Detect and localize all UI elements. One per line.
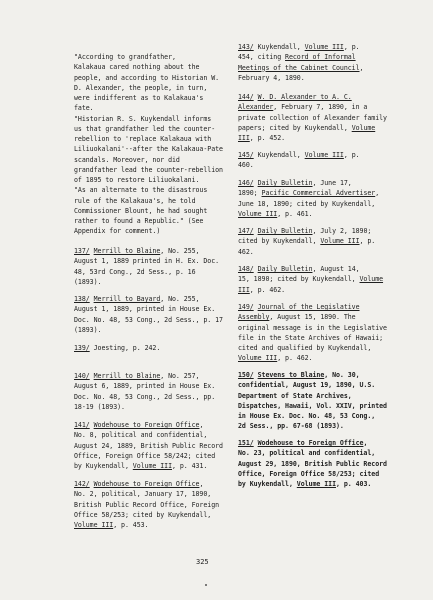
- text-segment: "As an alternate to the disastrous: [74, 186, 208, 195]
- text-line: [74, 124, 234, 134]
- text-line: [238, 411, 408, 421]
- footnote-number: 143/: [238, 43, 254, 51]
- text-line: [74, 277, 234, 287]
- text-line: [74, 256, 234, 266]
- footnote: [74, 420, 234, 471]
- text-line: [238, 479, 408, 489]
- text-line: [74, 62, 234, 72]
- footnote-number: 137/: [74, 247, 90, 255]
- text-line: [238, 113, 408, 123]
- text-segment: , No. 257,: [160, 372, 200, 380]
- text-segment: , August 15, 1890. The: [269, 313, 356, 322]
- text-line: [74, 325, 234, 335]
- footnote: [238, 226, 408, 257]
- text-line: [74, 114, 234, 124]
- text-segment: by Kuykendall,: [74, 462, 133, 470]
- text-line: [74, 155, 234, 165]
- footnote-number: 145/: [238, 151, 254, 159]
- text-segment: W. D. Alexander to A. C.: [257, 93, 352, 101]
- text-segment: Volume: [351, 123, 376, 132]
- footnote: [238, 178, 408, 219]
- text-line: [74, 500, 234, 510]
- text-segment: , p. 403.: [336, 480, 372, 488]
- footnote-number: 141/: [74, 421, 90, 429]
- text-segment: Office 58/253; cited by Kuykendall,: [74, 510, 212, 519]
- text-line: [74, 402, 234, 412]
- text-segment: August 1, 1889 printed in H. Ex. Doc.: [74, 257, 220, 266]
- text-line: [238, 73, 408, 83]
- text-segment: , p.: [343, 43, 360, 51]
- text-line: [74, 520, 234, 530]
- text-segment: Assembly: [238, 313, 270, 322]
- text-segment: (1893).: [74, 325, 102, 334]
- text-segment: , February 7, 1890, in a: [273, 103, 368, 112]
- text-segment: grandfather lead the counter-rebellion: [74, 165, 223, 174]
- text-line: [74, 185, 234, 195]
- footnote-number: 151/: [238, 439, 254, 447]
- text-line: [238, 92, 408, 102]
- text-segment: Record of Informal: [285, 53, 356, 62]
- text-line: [238, 380, 408, 390]
- text-segment: 454, citing: [238, 53, 286, 62]
- text-segment: Volume III: [296, 480, 336, 488]
- footnote-number: 144/: [238, 93, 254, 101]
- text-line: [238, 178, 408, 188]
- text-line: [238, 438, 408, 448]
- text-line: [238, 199, 408, 209]
- text-segment: , July 2, 1890;: [312, 227, 372, 235]
- text-line: [238, 160, 408, 170]
- text-segment: Kuykendall,: [253, 43, 305, 51]
- text-segment: , p. 461.: [277, 209, 313, 218]
- footnote: [238, 42, 408, 83]
- footnote: [238, 92, 408, 143]
- text-segment: file in the State Archives of Hawaii;: [238, 333, 384, 342]
- text-segment: 1890;: [238, 189, 262, 198]
- text-segment: , p.: [359, 237, 376, 246]
- text-segment: people, and according to Historian W.: [74, 73, 220, 82]
- text-segment: June 18, 1890; cited by Kuykendall,: [238, 199, 376, 208]
- text-segment: Volume III: [320, 237, 360, 246]
- text-line: [238, 391, 408, 401]
- text-line: [74, 175, 234, 185]
- text-segment: ,: [375, 189, 380, 198]
- text-segment: No. 23, political and confidential,: [238, 449, 376, 458]
- speck-mark: [205, 584, 207, 586]
- text-segment: 462.: [238, 247, 254, 256]
- text-line: [238, 312, 408, 322]
- text-line: [74, 216, 234, 226]
- text-segment: August 24, 1889, British Public Record: [74, 441, 223, 450]
- text-segment: Daily Bulletin: [257, 179, 313, 187]
- text-segment: Volume III: [304, 43, 344, 51]
- text-line: [74, 441, 234, 451]
- text-segment: Volume III: [238, 354, 278, 363]
- text-segment: , August 14,: [312, 265, 360, 273]
- text-segment: Appendix for comment.): [74, 227, 161, 236]
- footnote: [238, 150, 408, 171]
- quoted-passage: [74, 52, 234, 237]
- text-line: [74, 430, 234, 440]
- text-segment: ,: [359, 63, 364, 72]
- text-line: [74, 103, 234, 113]
- text-line: [74, 451, 234, 461]
- text-segment: cited and qualified by Kuykendall,: [238, 344, 372, 352]
- text-segment: Stevens to Blaine: [257, 371, 325, 379]
- footnote: [74, 371, 234, 412]
- text-segment: Volume III: [238, 209, 278, 218]
- text-line: [238, 42, 408, 52]
- text-segment: No. 2, political, January 17, 1890,: [74, 490, 212, 499]
- text-line: [238, 448, 408, 458]
- text-segment: Merrill to Bayard: [93, 295, 161, 303]
- text-line: [74, 392, 234, 402]
- text-segment: 48, 53rd Cong., 2d Sess., p. 16: [74, 267, 196, 276]
- footnote: [238, 370, 408, 432]
- text-segment: Department of State Archives,: [238, 391, 352, 400]
- text-segment: February 4, 1890.: [238, 73, 305, 82]
- text-line: [238, 236, 408, 246]
- text-line: [238, 302, 408, 312]
- text-segment: August 1, 1889, printed in House Ex.: [74, 305, 216, 314]
- text-segment: , p. 431.: [172, 462, 208, 470]
- text-line: [238, 133, 408, 143]
- text-line: [74, 144, 234, 154]
- footnote: [74, 246, 234, 287]
- text-line: [238, 264, 408, 274]
- text-line: [74, 489, 234, 499]
- text-segment: private collection of Alexander family: [238, 113, 387, 122]
- text-line: [74, 52, 234, 62]
- text-line: [74, 134, 234, 144]
- text-line: [74, 206, 234, 216]
- text-segment: Kuykendall,: [253, 151, 305, 159]
- text-segment: of 1895 to restore Liliuokalani.: [74, 176, 200, 184]
- footnote-number: 149/: [238, 303, 254, 311]
- text-line: [238, 353, 408, 363]
- text-segment: original message is in the Legislative: [238, 323, 387, 332]
- text-segment: rule of the Kalakaua's, he told: [74, 196, 196, 205]
- text-line: [74, 165, 234, 175]
- text-segment: 2d Sess., pp. 67-68 (1893).: [238, 422, 344, 431]
- text-segment: rebellion to 'replace Kalakaua with: [74, 135, 212, 143]
- text-segment: Doc. No. 48, 53 Cong., 2d Sess., p. 17: [74, 315, 223, 324]
- footnote-number: 138/: [74, 295, 90, 303]
- text-line: [238, 285, 408, 295]
- text-line: [74, 93, 234, 103]
- text-segment: 15, 1890; cited by Kuykendall,: [238, 275, 360, 284]
- text-segment: Liliuokalani'--after the Kalakaua-Pate: [74, 145, 223, 154]
- text-segment: in House Ex. Doc. No. 48, 53 Cong.,: [238, 412, 376, 420]
- footnote: [74, 294, 234, 335]
- text-segment: Wodehouse to Foreign Office: [257, 439, 364, 447]
- text-segment: Office, Foreign Office 58/242; cited: [74, 451, 216, 460]
- text-line: [74, 510, 234, 520]
- text-segment: Wodehouse to Foreign Office: [93, 480, 200, 488]
- footnote: [238, 264, 408, 295]
- text-segment: August 6, 1889, printed in House Ex.: [74, 382, 216, 391]
- footnote-number: 140/: [74, 372, 90, 380]
- text-segment: Dispatches, Hawaii, Vol. XXIV, printed: [238, 401, 387, 410]
- text-segment: Daily Bulletin: [257, 227, 313, 235]
- text-line: [238, 188, 408, 198]
- page-number: 325: [196, 558, 209, 566]
- text-segment: Office, Foreign Office 58/253; cited: [238, 469, 380, 478]
- text-line: [74, 479, 234, 489]
- text-segment: fate.: [74, 104, 94, 113]
- footnote: [238, 438, 408, 489]
- text-line: [74, 315, 234, 325]
- text-segment: Daily Bulletin: [257, 265, 313, 273]
- text-segment: Volume III: [74, 521, 114, 529]
- footnote-number: 139/: [74, 344, 90, 352]
- text-segment: , June 17,: [312, 179, 352, 187]
- text-line: [238, 469, 408, 479]
- text-segment: , p. 462.: [249, 285, 286, 294]
- text-segment: Wodehouse to Foreign Office: [93, 421, 200, 429]
- text-segment: us that grandfather led the counter-: [74, 124, 216, 133]
- text-segment: Volume III: [132, 462, 172, 470]
- text-line: [238, 274, 408, 284]
- text-line: [74, 196, 234, 206]
- text-line: [238, 226, 408, 236]
- text-segment: Kalakaua cared nothing about the: [74, 63, 200, 72]
- text-segment: Volume III: [304, 151, 344, 159]
- text-line: [238, 150, 408, 160]
- text-segment: confidential, August 19, 1890, U.S.: [238, 381, 376, 390]
- footnote-number: 150/: [238, 371, 254, 379]
- text-segment: No. 8, political and confidential,: [74, 431, 208, 440]
- text-line: [238, 370, 408, 380]
- text-line: [238, 333, 408, 343]
- text-segment: "According to grandfather,: [74, 53, 176, 61]
- text-line: [238, 102, 408, 112]
- text-line: [238, 323, 408, 333]
- text-line: [238, 247, 408, 257]
- text-segment: , No. 255,: [160, 247, 200, 255]
- text-line: [238, 123, 408, 133]
- footnote-number: 142/: [74, 480, 90, 488]
- text-segment: Meetings of the Cabinet Council: [238, 63, 360, 72]
- text-segment: papers; cited by Kuykendall,: [238, 123, 352, 132]
- text-line: [74, 246, 234, 256]
- text-segment: 460.: [238, 161, 254, 170]
- text-segment: , p. 453.: [113, 521, 149, 529]
- text-line: [74, 267, 234, 277]
- text-line: [238, 343, 408, 353]
- text-segment: Merrill to Blaine: [93, 372, 161, 380]
- text-line: [74, 294, 234, 304]
- footnote-number: 146/: [238, 179, 254, 187]
- text-segment: , p. 462.: [277, 354, 313, 363]
- text-line: [74, 304, 234, 314]
- text-segment: Doc. No. 48, 53 Cong., 2d Sess., pp.: [74, 392, 216, 401]
- text-segment: "Historian R. S. Kuykendall informs: [74, 114, 212, 123]
- text-segment: III: [238, 134, 250, 142]
- text-line: [74, 73, 234, 83]
- text-line: [74, 343, 234, 353]
- text-segment: rather to found a Republic." (See: [74, 217, 204, 225]
- text-line: [74, 83, 234, 93]
- text-segment: ,: [363, 439, 368, 447]
- text-line: [238, 401, 408, 411]
- text-segment: August 29, 1890, British Public Record: [238, 459, 387, 468]
- text-segment: Journal of the Legislative: [257, 303, 360, 311]
- text-segment: Commissioner Blount, he had sought: [74, 206, 208, 215]
- text-segment: III: [238, 285, 250, 294]
- footnote-number: 148/: [238, 265, 254, 273]
- text-line: [238, 421, 408, 431]
- footnote: [238, 302, 408, 364]
- footnote: [74, 479, 234, 530]
- text-segment: Volume: [359, 275, 384, 284]
- text-segment: ,: [199, 480, 204, 488]
- footnote-number: 147/: [238, 227, 254, 235]
- text-segment: scandals. Moreover, nor did: [74, 155, 180, 164]
- text-line: [238, 52, 408, 62]
- text-segment: , No. 30,: [324, 371, 360, 379]
- text-segment: 18-19 (1893).: [74, 402, 125, 411]
- text-line: [74, 371, 234, 381]
- text-line: [74, 226, 234, 236]
- text-line: [74, 461, 234, 471]
- text-line: [238, 63, 408, 73]
- text-segment: Joesting, p. 242.: [89, 344, 161, 352]
- text-segment: cited by Kuykendall,: [238, 237, 321, 246]
- text-segment: Merrill to Blaine: [93, 247, 161, 255]
- footnote: [74, 343, 234, 353]
- text-line: [238, 209, 408, 219]
- text-line: [74, 381, 234, 391]
- text-segment: D. Alexander, the people, in turn,: [74, 83, 208, 92]
- text-segment: , p.: [343, 151, 360, 159]
- text-line: [238, 459, 408, 469]
- text-segment: Alexander: [238, 103, 274, 112]
- text-line: [74, 420, 234, 430]
- text-segment: , p. 452.: [249, 134, 286, 142]
- text-segment: ,: [199, 421, 204, 429]
- text-segment: (1893).: [74, 277, 102, 286]
- text-segment: were indifferent as to Kalakaua's: [74, 94, 204, 102]
- text-segment: by Kuykendall,: [238, 480, 297, 488]
- text-segment: Pacific Commercial Advertiser: [261, 189, 376, 198]
- text-segment: British Public Record Office, Foreign: [74, 500, 220, 509]
- text-segment: , No. 255,: [160, 295, 200, 303]
